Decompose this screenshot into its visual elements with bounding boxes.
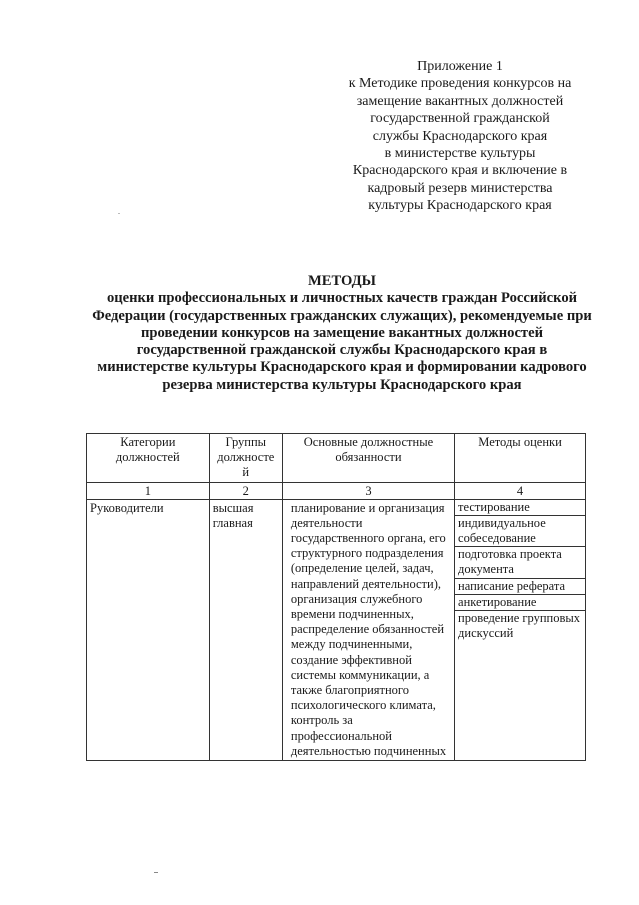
- header-categories: Категории должностей: [87, 434, 210, 483]
- annex-line: к Методике проведения конкурсов на: [348, 76, 572, 92]
- header-duties: Основные должностные обязанности: [282, 434, 454, 483]
- annex-line: Приложение 1: [417, 59, 503, 74]
- table-number-row: [87, 482, 586, 499]
- header-methods: Методы оценки: [455, 434, 586, 483]
- method-item: тестирование: [455, 500, 585, 516]
- annex-line: кадровый резерв министерства: [367, 180, 553, 196]
- cell-duties: планирование и организация деятельности государственного органа, его структурного подразделения (определение целей, задач, направлений деятельности), организация служебного времени подчиненных, распределение обязанностей между подчиненными, создание эффективной системы коммуникации, а также благоприятного психологического климата, контроль за профессиональной деятельностью подчиненных: [282, 499, 454, 760]
- method-item: написание реферата: [455, 579, 585, 595]
- title-line: резерва министерства культуры Краснодарского края: [162, 376, 522, 393]
- table-header-row: [87, 434, 586, 483]
- scan-mark: [154, 872, 158, 873]
- annex-line: Краснодарского края и включение в: [352, 163, 568, 179]
- annex-line: замещение вакантных должностей: [356, 93, 564, 109]
- title-line: Федерации (государственных гражданских служащих), рекомендуемые при: [92, 307, 592, 324]
- title-line: проведении конкурсов на замещение вакантных должностей: [141, 324, 543, 341]
- methods-table: [86, 433, 586, 761]
- method-item: проведение групповых дискуссий: [458, 611, 581, 641]
- column-number: 4: [455, 482, 586, 499]
- column-number: 1: [87, 482, 210, 499]
- header-groups: Группы должносте й: [209, 434, 282, 483]
- title-line: министерстве культуры Краснодарского края и формировании кадрового: [97, 359, 587, 376]
- scan-speck: [118, 213, 120, 214]
- column-number: 2: [209, 482, 282, 499]
- column-number: 3: [282, 482, 454, 499]
- annex-line: культуры Краснодарского края: [368, 198, 552, 214]
- title-line: государственной гражданской службы Краснодарского края в: [136, 342, 548, 359]
- group-item: главная: [212, 515, 253, 530]
- method-item: анкетирование: [455, 595, 585, 611]
- annex-block: [330, 58, 590, 215]
- table-row: [87, 499, 586, 760]
- annex-line: государственной гражданской: [370, 111, 550, 127]
- document-title: [72, 273, 612, 394]
- method-item: индивидуальное собеседование: [455, 516, 585, 547]
- cell-groups: [209, 499, 282, 760]
- cell-methods: [455, 499, 586, 760]
- title-heading: МЕТОДЫ: [307, 273, 377, 289]
- method-item: подготовка проекта документа: [455, 547, 585, 578]
- annex-line: службы Краснодарского края: [372, 128, 548, 144]
- title-line: оценки профессиональных и личностных качеств граждан Российской: [106, 290, 578, 307]
- cell-category: Руководители: [87, 499, 210, 760]
- annex-line: в министерстве культуры: [384, 146, 536, 162]
- group-item: высшая: [212, 500, 254, 515]
